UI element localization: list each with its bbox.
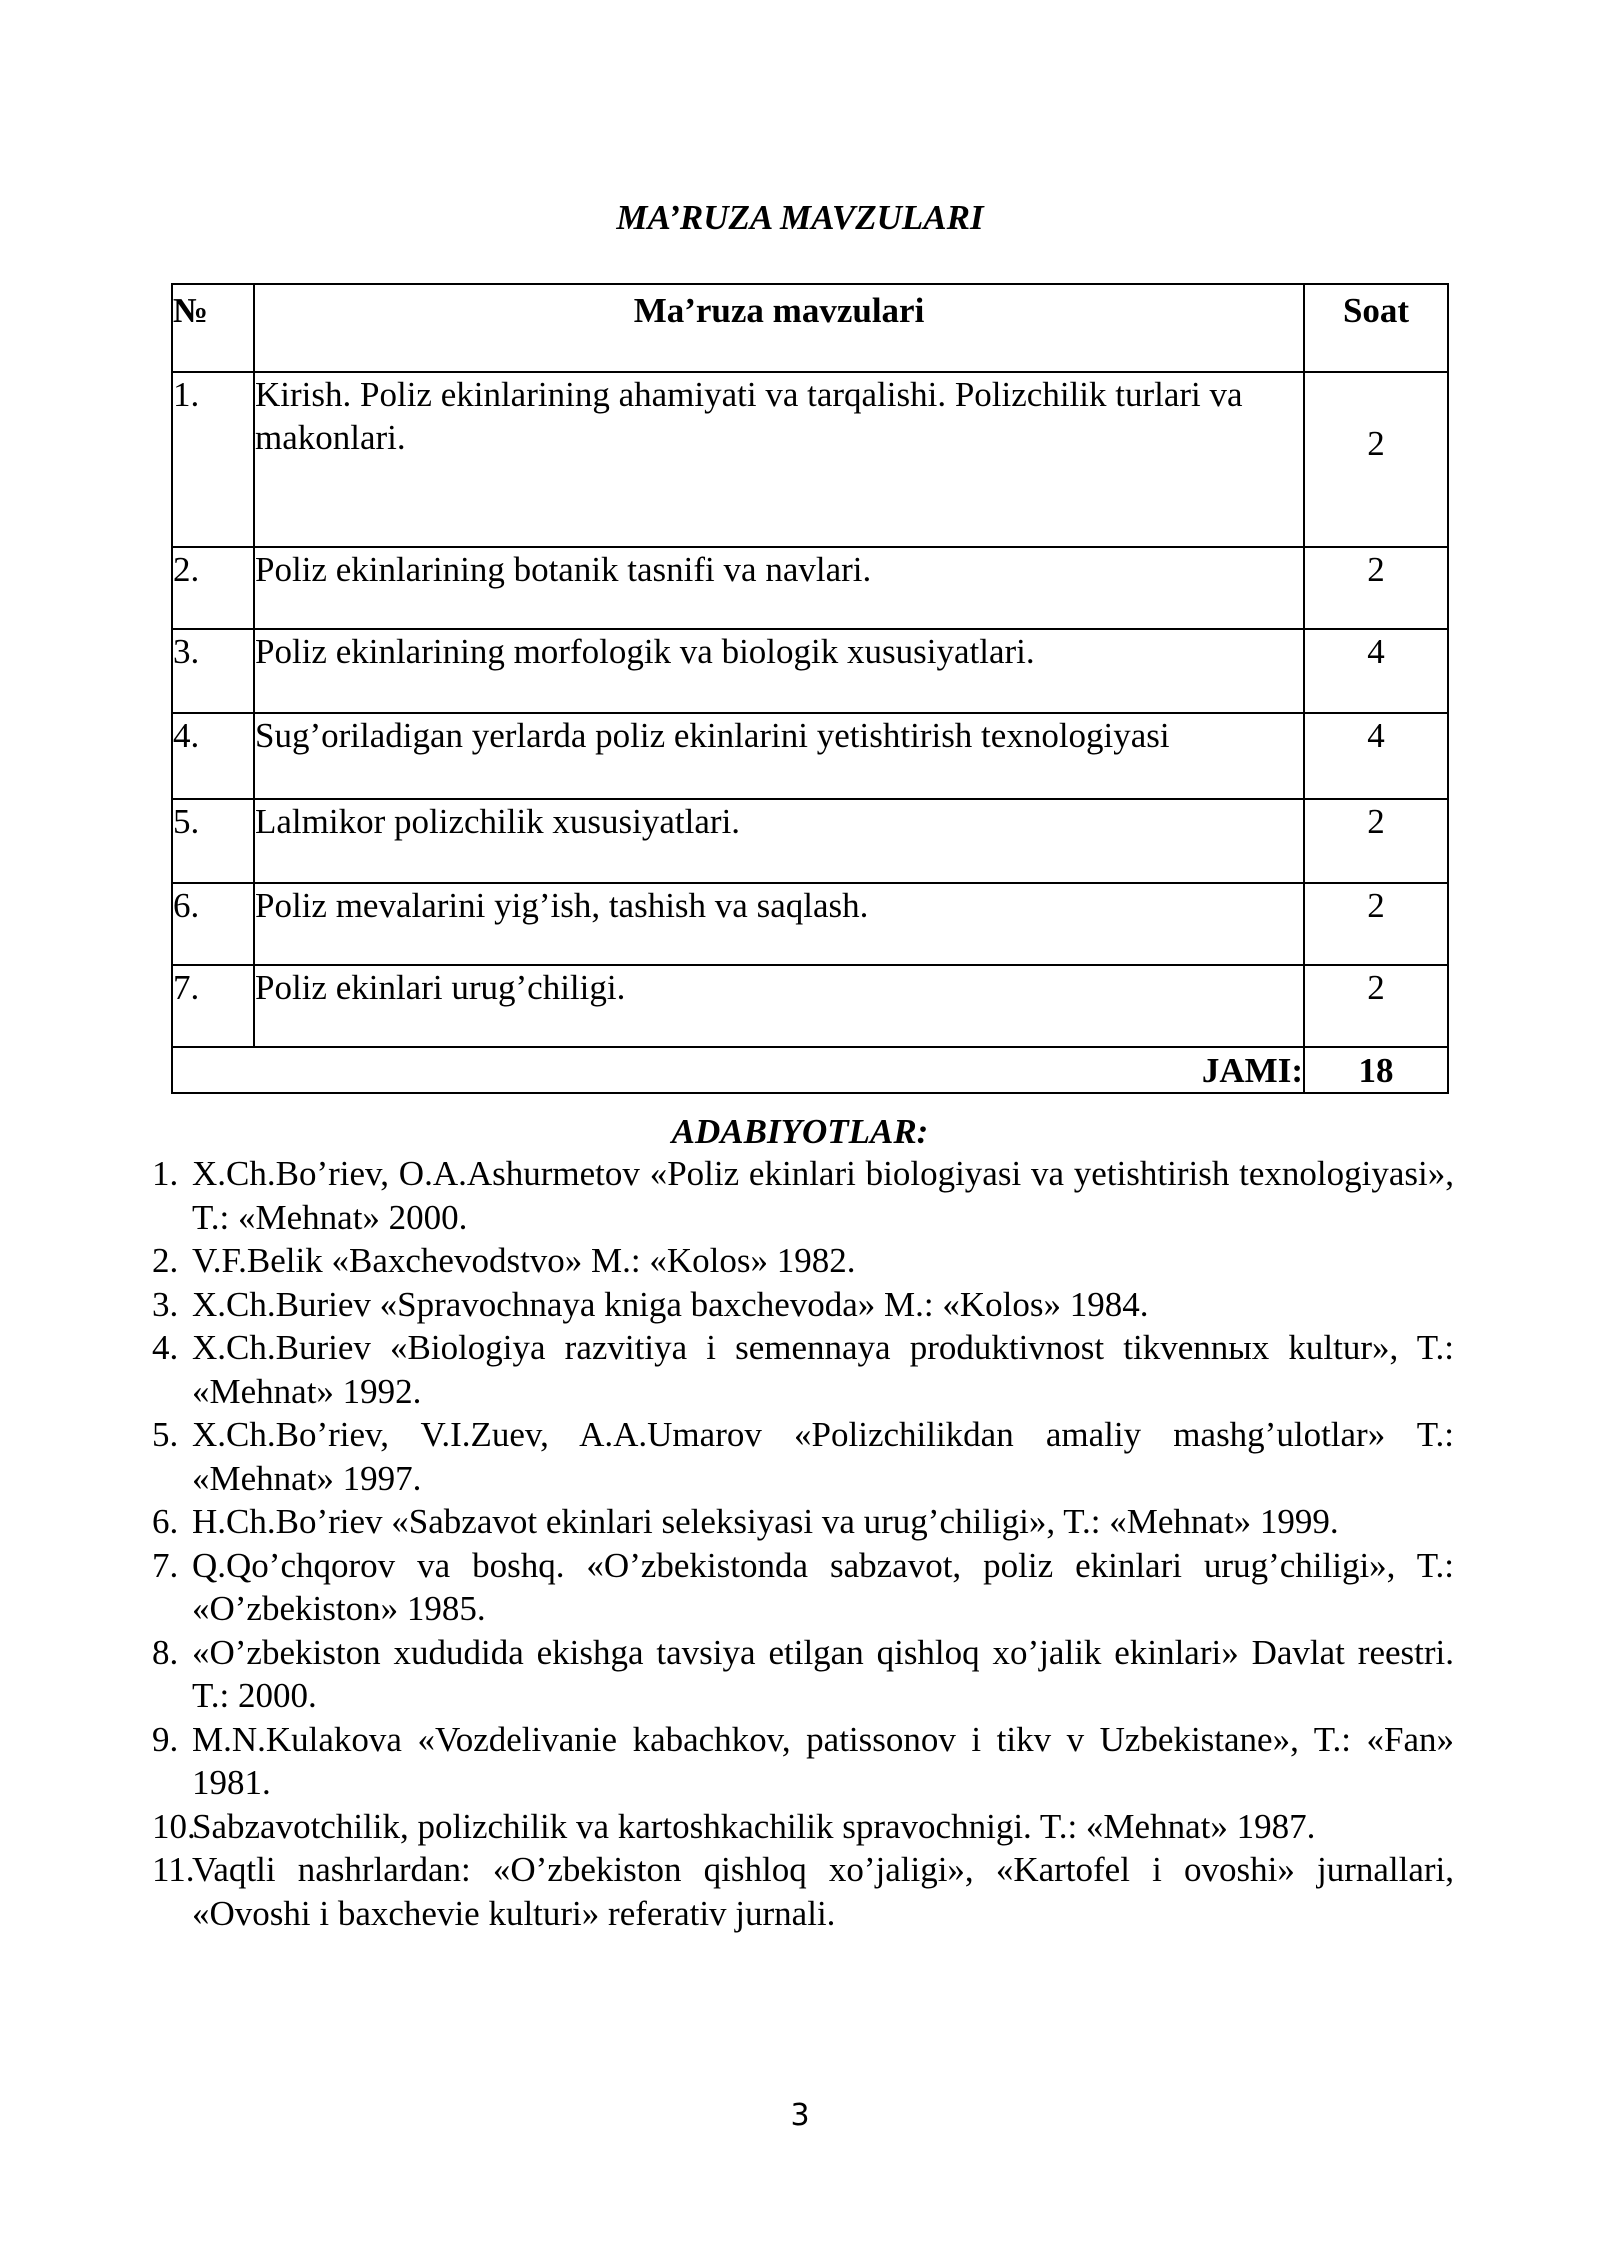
row-hours (1304, 372, 1448, 547)
reference-text: V.F.Belik «Baxchevodstvo» M.: «Kolos» 1982. (192, 1241, 856, 1280)
row-topic: Kirish. Poliz ekinlarining ahamiyati va tarqalishi. Polizchilik turlari va makonlari. (254, 372, 1304, 547)
row-number: 6. (172, 883, 254, 965)
table-row (172, 883, 1448, 965)
list-item (152, 1848, 1454, 1935)
references-list (152, 1152, 1454, 1935)
page-title: MA’RUZA MAVZULARI (616, 198, 984, 237)
list-item (152, 1544, 1454, 1631)
row-topic: Poliz ekinlari urug’chiligi. (254, 965, 1304, 1047)
reference-number: 11. (152, 1850, 195, 1889)
row-number: 7. (172, 965, 254, 1047)
list-item (152, 1239, 1454, 1283)
list-item (152, 1326, 1454, 1413)
row-topic: Poliz ekinlarining morfologik va biologik xususiyatlari. (254, 629, 1304, 713)
reference-number: 5. (152, 1415, 179, 1454)
row-topic: Poliz mevalarini yig’ish, tashish va saqlash. (254, 883, 1304, 965)
row-hours: 2 (1304, 799, 1448, 883)
header-number: № (172, 284, 254, 372)
references-title: ADABIYOTLAR: (671, 1112, 929, 1151)
row-number: 5. (172, 799, 254, 883)
total-value: 18 (1304, 1047, 1448, 1093)
table-row (172, 629, 1448, 713)
reference-text: Sabzavotchilik, polizchilik va kartoshkachilik spravochnigi. T.: «Mehnat» 1987. (192, 1806, 1316, 1846)
row-hours-value: 2 (1367, 424, 1385, 463)
reference-text: X.Ch.Buriev «Spravochnaya kniga baxchevoda» M.: «Kolos» 1984. (192, 1284, 1149, 1324)
table-row (172, 547, 1448, 629)
reference-text: H.Ch.Bo’riev «Sabzavot ekinlari seleksiyasi va urug’chiligi», T.: «Mehnat» 1999. (192, 1502, 1339, 1541)
row-topic: Sug’oriladigan yerlarda poliz ekinlarini yetishtirish texnologiyasi (254, 713, 1304, 799)
reference-number: 6. (152, 1502, 179, 1541)
reference-text: Q.Qo’chqorov va boshq. «O’zbekistonda sabzavot, poliz ekinlari urug’chiligi», T.: «O’zbekiston» 1985. (192, 1545, 1454, 1628)
table-header-row (172, 284, 1448, 372)
row-hours: 2 (1304, 883, 1448, 965)
reference-text: X.Ch.Buriev «Biologiya razvitiya i semennaya produktivnost tikvennых kultur», T.: «Mehnat» 1992. (192, 1328, 1454, 1411)
row-hours: 4 (1304, 713, 1448, 799)
list-item (152, 1500, 1454, 1544)
list-item (152, 1805, 1454, 1849)
list-item (152, 1413, 1454, 1500)
row-topic: Poliz ekinlarining botanik tasnifi va navlari. (254, 547, 1304, 629)
row-hours: 2 (1304, 547, 1448, 629)
total-label: JAMI: (172, 1047, 1304, 1093)
total-row (172, 1047, 1448, 1093)
reference-text: X.Ch.Bo’riev, O.A.Ashurmetov «Poliz ekinlari biologiyasi va yetishtirish texnologiyasi», T.: «Mehnat» 2000. (192, 1154, 1454, 1237)
row-topic: Lalmikor polizchilik xususiyatlari. (254, 799, 1304, 883)
reference-number: 8. (152, 1632, 179, 1672)
reference-number: 9. (152, 1719, 179, 1759)
reference-text: X.Ch.Bo’riev, V.I.Zuev, A.A.Umarov «Polizchilikdan amaliy mashg’ulotlar» T.: «Mehnat» 1997. (192, 1415, 1454, 1498)
reference-number: 7. (152, 1545, 179, 1585)
reference-number: 3. (152, 1284, 179, 1324)
reference-number: 4. (152, 1328, 179, 1367)
list-item (152, 1631, 1454, 1718)
row-number: 1. (172, 372, 254, 547)
row-number: 3. (172, 629, 254, 713)
reference-number: 1. (152, 1154, 179, 1193)
row-number: 4. (172, 713, 254, 799)
table-row (172, 713, 1448, 799)
page-number: 3 (790, 2098, 810, 2133)
header-topic: Ma’ruza mavzulari (254, 284, 1304, 372)
list-item (152, 1718, 1454, 1805)
list-item (152, 1152, 1454, 1239)
table-row (172, 799, 1448, 883)
table-row (172, 372, 1448, 547)
row-hours: 2 (1304, 965, 1448, 1047)
reference-text: Vaqtli nashrlardan: «O’zbekiston qishloq xo’jaligi», «Kartofel i ovoshi» jurnallari, «Ovoshi i baxchevie kulturi» referativ jurnali. (192, 1850, 1454, 1933)
header-hours: Soat (1304, 284, 1448, 372)
reference-number: 2. (152, 1241, 179, 1280)
reference-text: M.N.Kulakova «Vozdelivanie kabachkov, patissonov i tikv v Uzbekistane», T.: «Fan» 1981. (192, 1719, 1454, 1802)
row-hours: 4 (1304, 629, 1448, 713)
list-item (152, 1283, 1454, 1327)
lecture-topics-table (171, 283, 1449, 1094)
table-row (172, 965, 1448, 1047)
reference-number: 10. (152, 1806, 196, 1846)
row-number: 2. (172, 547, 254, 629)
reference-text: «O’zbekiston xududida ekishga tavsiya etilgan qishloq xo’jalik ekinlari» Davlat reestri. T.: 2000. (192, 1632, 1454, 1715)
